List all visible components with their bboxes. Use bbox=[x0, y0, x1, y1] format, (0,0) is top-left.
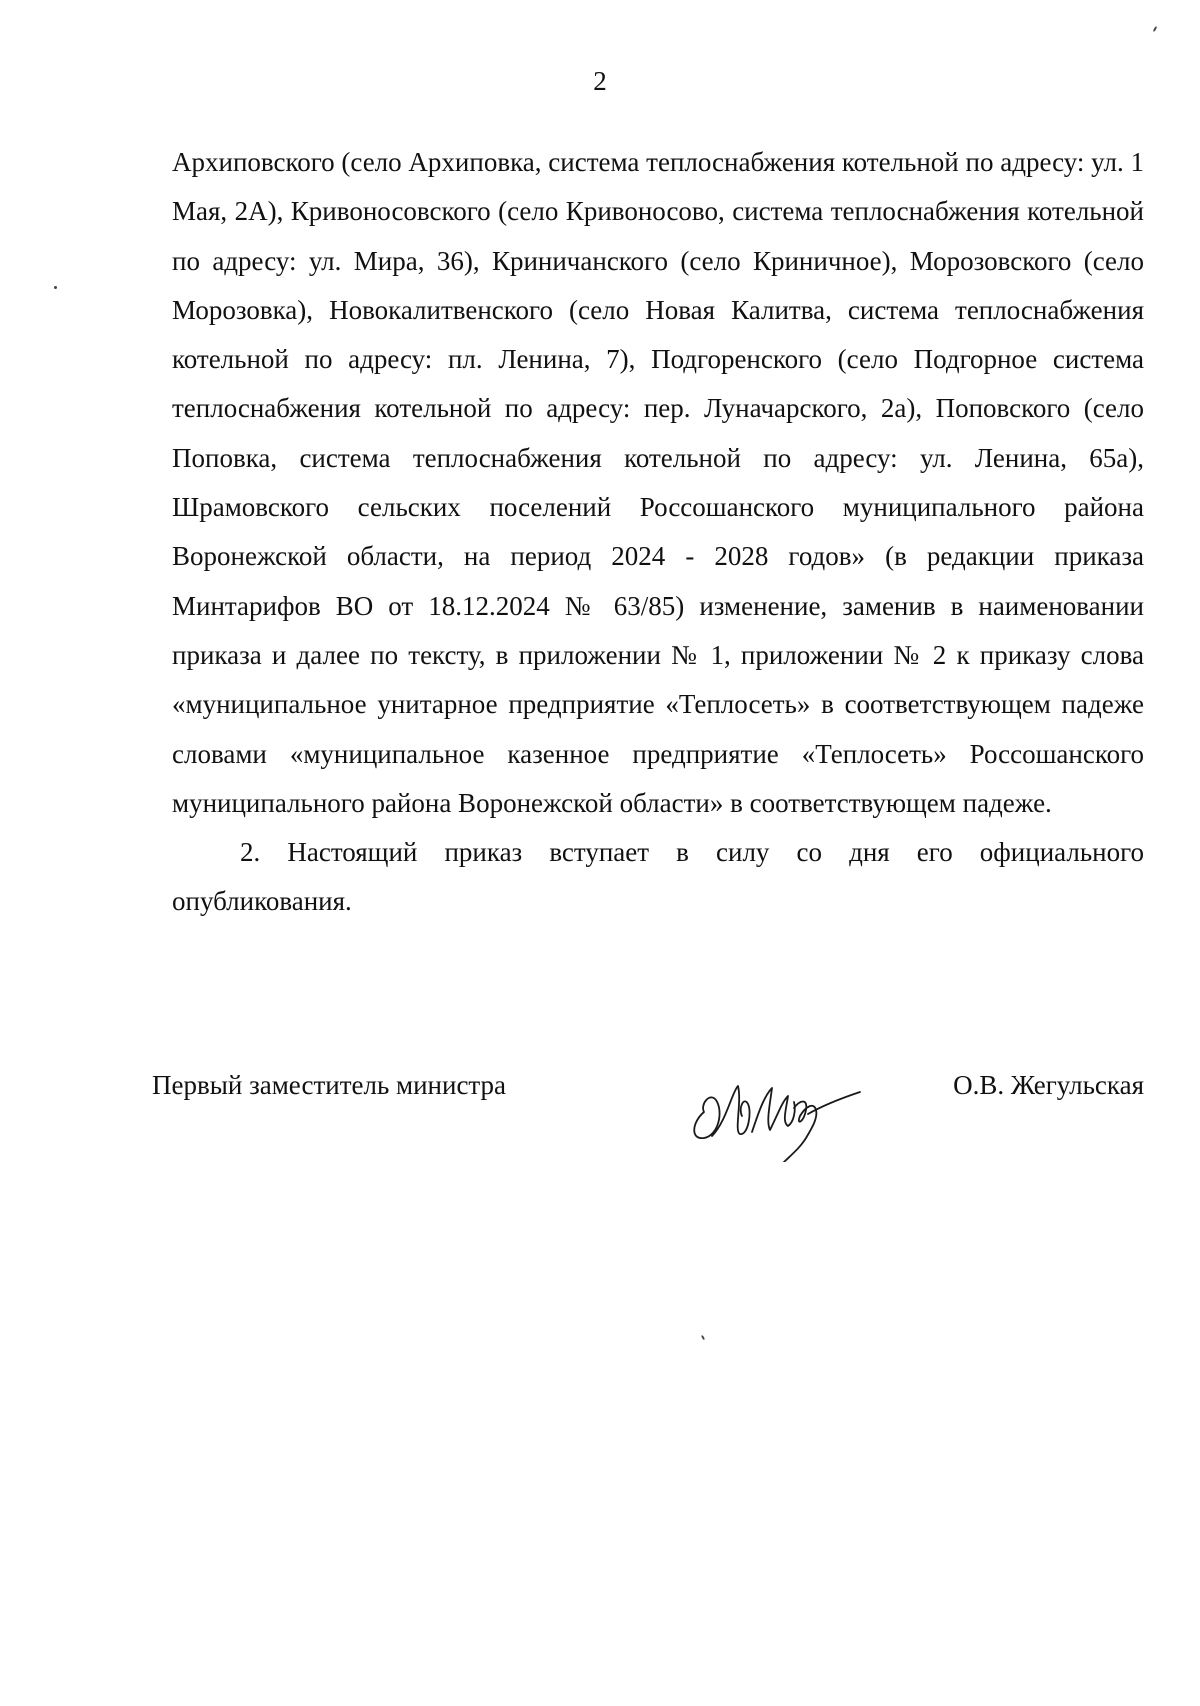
page-number: 2 bbox=[593, 66, 607, 96]
signatory-name: О.В. Жегульская bbox=[953, 1070, 1144, 1100]
paragraph-item-2: 2. Настоящий приказ вступает в силу со дня его официального опубликования. bbox=[172, 837, 1144, 917]
paragraph-continuation: Архиповского (село Архиповка, система теплоснабжения котельной по адресу: ул. 1 Мая, 2А), Кривоносовского (село Кривоносово, система теплоснабжения котельной по адресу: ул. Мира, 36), Криничанского (село Криничное), Морозовского (село Морозовка), Новокалитвенского (село Новая Калитва, система теплоснабжения котельной по адресу: пл. Ленина, 7), Подгоренского (село Подгорное система теплоснабжения котельной по адресу: пер. Луначарского, 2а), Поповского (село Поповка, система теплоснабжения котельной по адресу: ул. Ленина, 65а), Шрамовского сельских поселений Россошанского муниципального района Воронежской области, на период 2024 - 2028 годов» (в редакции приказа Минтарифов ВО от 18.12.2024 № 63/85) изменение, заменив в наименовании приказа и далее по тексту, в приложении № 1, приложении № 2 к приказу слова «муниципальное унитарное предприятие «Теплосеть» в соответствующем падеже словами «муниципальное казенное предприятие «Теплосеть» Россошанского муниципального района Воронежской области» в соответствующем падеже. bbox=[172, 147, 1144, 818]
order-body-text bbox=[172, 138, 1144, 927]
scan-speck bbox=[701, 1335, 705, 1340]
scan-speck bbox=[1153, 26, 1158, 32]
scan-speck bbox=[54, 286, 57, 289]
signatory-position: Первый заместитель министра bbox=[152, 1070, 507, 1100]
signature-block bbox=[152, 1052, 1144, 1162]
handwritten-signature bbox=[682, 1052, 862, 1162]
